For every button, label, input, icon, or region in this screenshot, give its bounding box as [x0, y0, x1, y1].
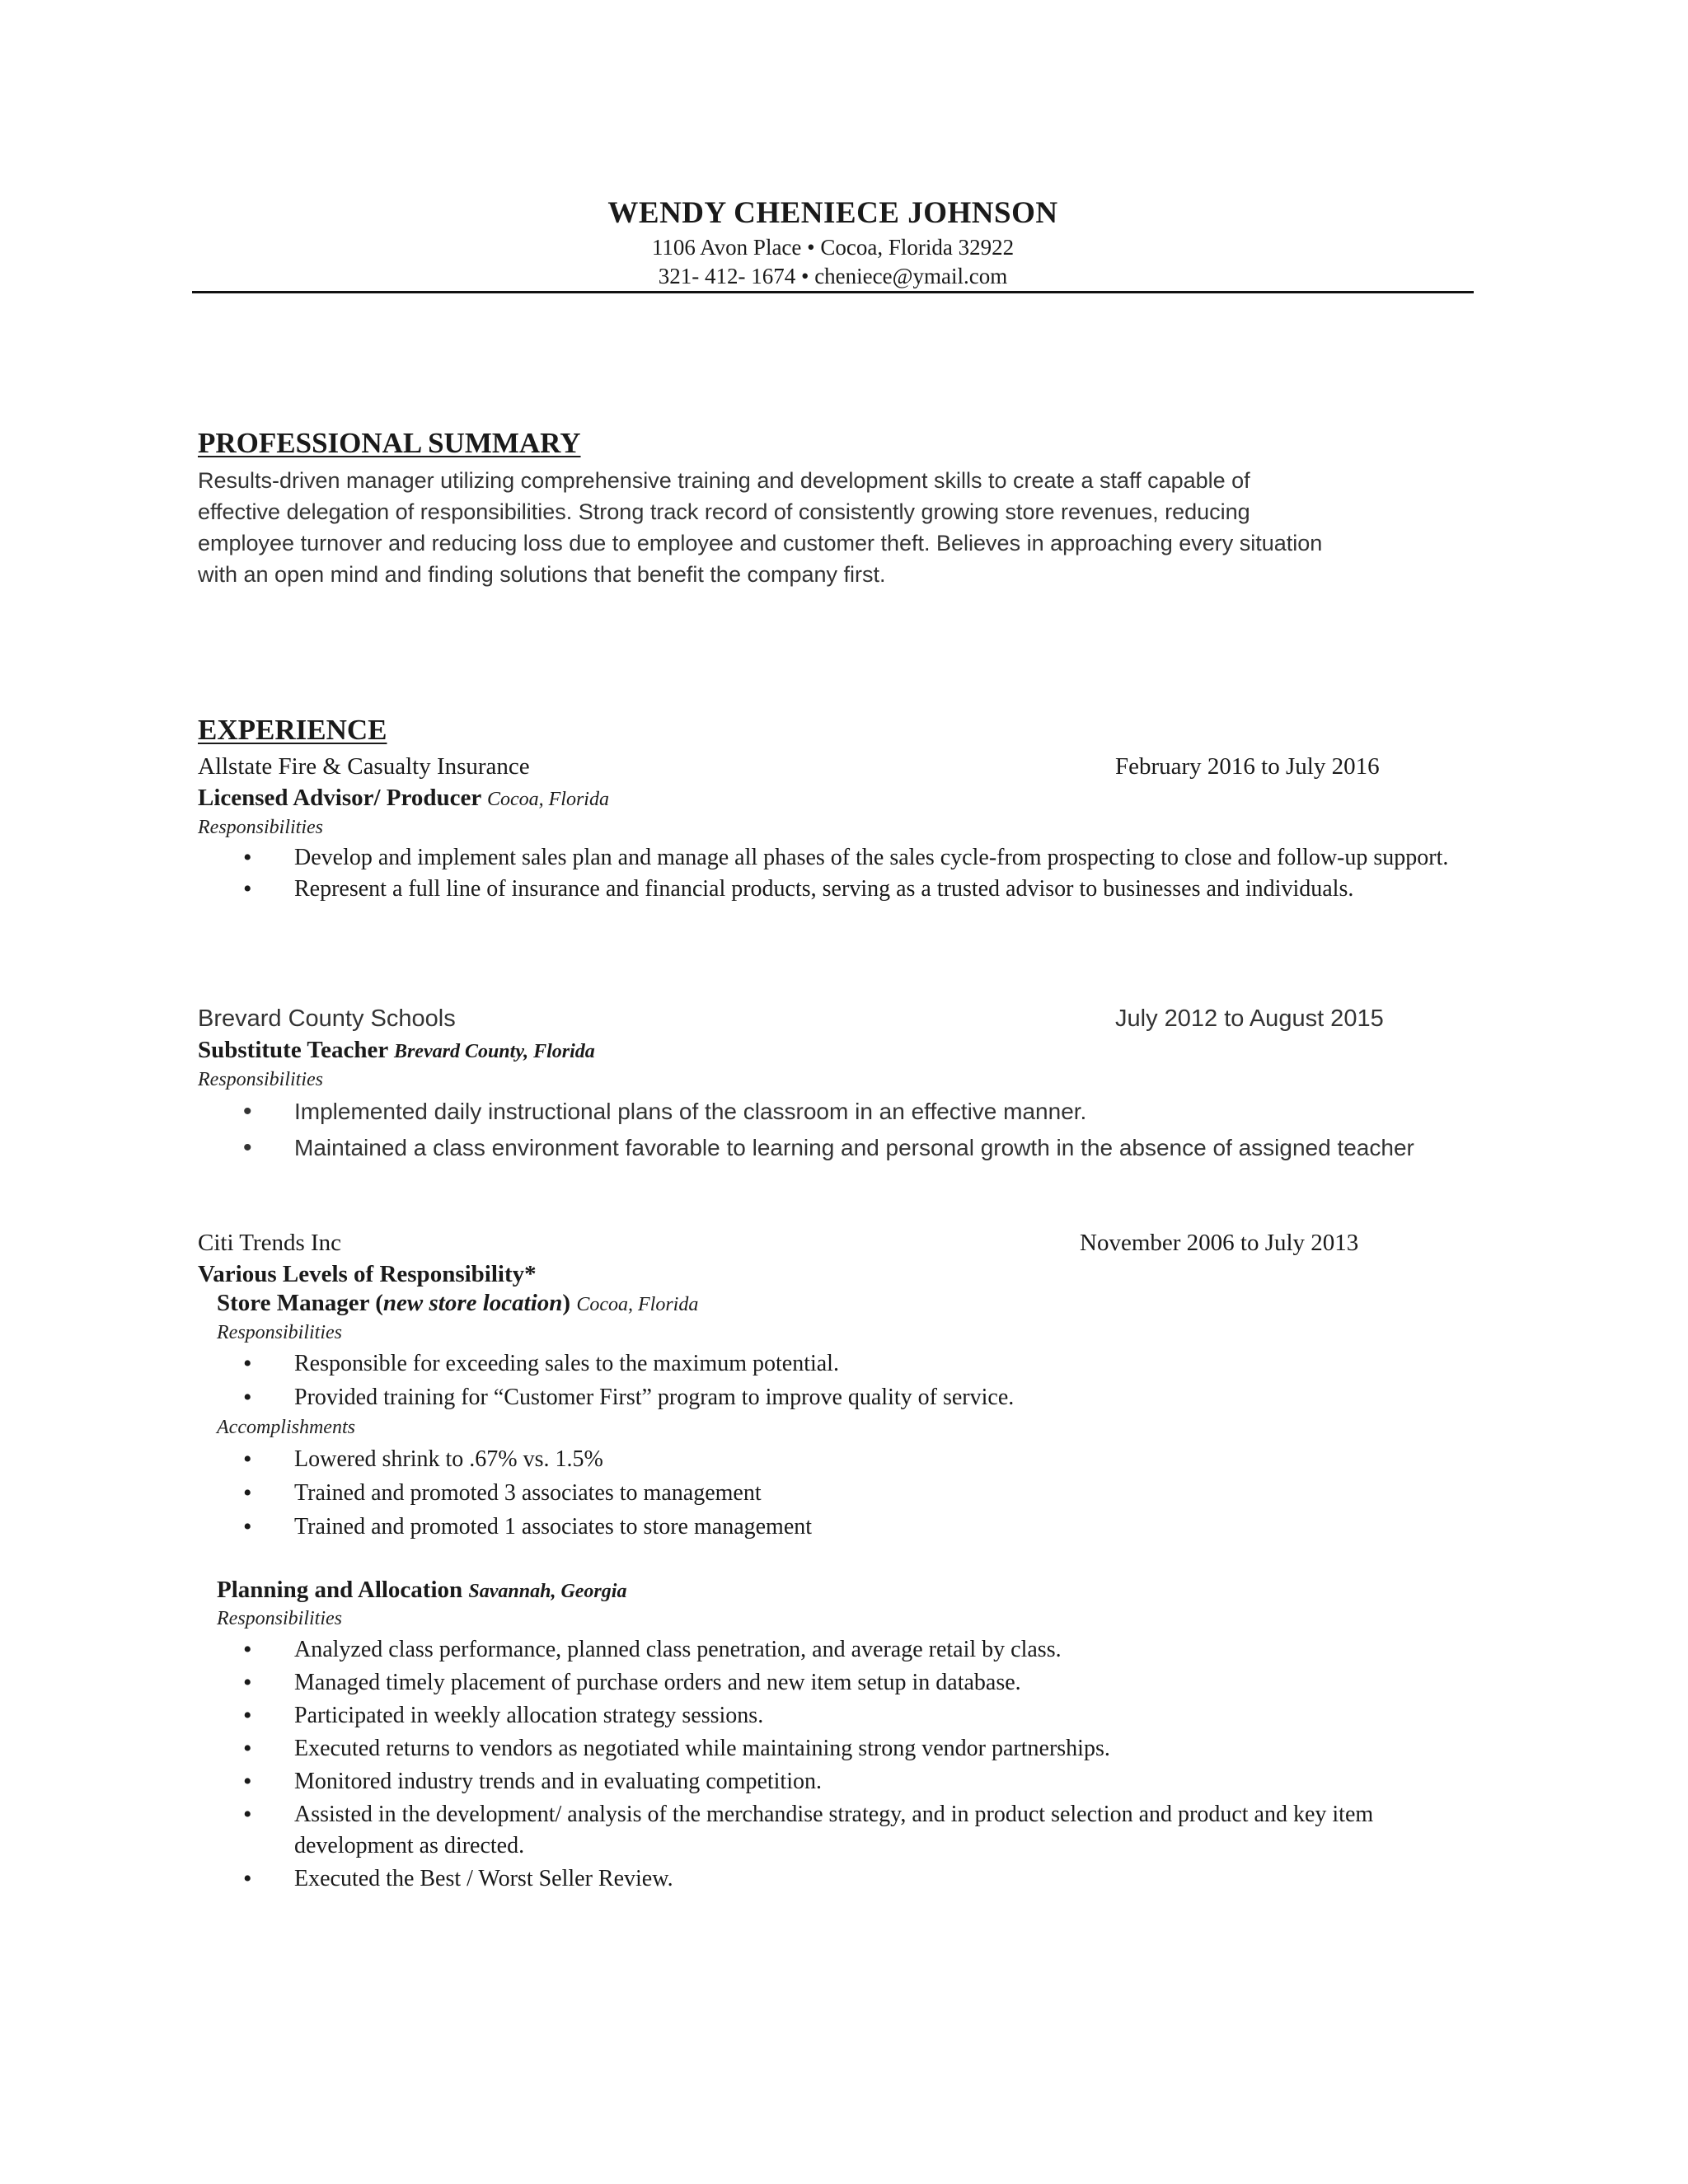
store-manager-role: Store Manager	[217, 1290, 369, 1316]
store-manager-resp-list	[243, 1348, 1496, 1413]
planning-location: Savannah, Georgia	[468, 1581, 627, 1602]
allstate-role-line	[198, 782, 609, 815]
summary-section-title: PROFESSIONAL SUMMARY	[198, 427, 581, 459]
planning-role-line	[217, 1574, 626, 1607]
brevard-responsibilities-label: Responsibilities	[198, 1069, 323, 1090]
store-manager-location: Cocoa, Florida	[576, 1294, 699, 1315]
list-item: • Participated in weekly allocation strategy sessions.	[243, 1700, 1496, 1732]
list-item: • Maintained a class environment favorable to learning and personal growth in the absence of assigned teacher	[243, 1132, 1496, 1164]
summary-line: employee turnover and reducing loss due to employee and customer theft. Believes in approaching every situation	[198, 531, 1323, 555]
brevard-role-line	[198, 1034, 595, 1067]
brevard-bullet-list	[243, 1096, 1496, 1164]
planning-bullet-list	[243, 1634, 1496, 1895]
store-manager-role-line: Store Manager (new store location) Cocoa, Florida	[217, 1290, 699, 1316]
list-item: • Provided training for “Customer First” program to improve quality of service.	[243, 1382, 1496, 1413]
address-line: 1106 Avon Place • Cocoa, Florida 32922	[651, 235, 1015, 260]
allstate-responsibilities-label: Responsibilities	[198, 817, 323, 838]
cititrends-dates: November 2006 to July 2013	[1080, 1230, 1359, 1256]
allstate-role: Licensed Advisor/ Producer	[198, 785, 481, 811]
list-item: • Assisted in the development/ analysis of the merchandise strategy, and in product selection and product and key item development as directed.	[243, 1799, 1496, 1862]
brevard-role: Substitute Teacher	[198, 1037, 388, 1063]
planning-role: Planning and Allocation	[217, 1577, 463, 1603]
cititrends-heading: Various Levels of Responsibility*	[198, 1261, 537, 1287]
list-item: • Managed timely placement of purchase orders and new item setup in database.	[243, 1667, 1496, 1699]
store-manager-accomplishments-label: Accomplishments	[217, 1417, 355, 1438]
allstate-company: Allstate Fire & Casualty Insurance	[198, 753, 530, 780]
phone-email-line: 321- 412- 1674 • cheniece@ymail.com	[658, 264, 1008, 288]
summary-paragraph	[198, 465, 1484, 590]
store-manager-responsibilities-label: Responsibilities	[217, 1322, 342, 1343]
store-manager-acc-list	[243, 1444, 1496, 1543]
planning-responsibilities-label: Responsibilities	[217, 1608, 342, 1629]
list-item: • Monitored industry trends and in evaluating competition.	[243, 1766, 1496, 1797]
list-item: • Trained and promoted 1 associates to store management	[243, 1511, 1496, 1543]
list-item: • Develop and implement sales plan and manage all phases of the sales cycle-from prospecting to close and follow-up support.	[243, 842, 1496, 874]
list-item: • Implemented daily instructional plans of the classroom in an effective manner.	[243, 1096, 1496, 1127]
allstate-location: Cocoa, Florida	[486, 789, 609, 810]
list-item: • Responsible for exceeding sales to the maximum potential.	[243, 1348, 1496, 1380]
list-item: • Executed returns to vendors as negotiated while maintaining strong vendor partnerships.	[243, 1733, 1496, 1765]
allstate-bullet-list	[243, 842, 1496, 905]
summary-line: effective delegation of responsibilities. Strong track record of consistently growing store revenues, reducing	[198, 499, 1250, 524]
list-item: • Lowered shrink to .67% vs. 1.5%	[243, 1444, 1496, 1475]
candidate-name: WENDY CHENIECE JOHNSON	[607, 196, 1058, 230]
summary-line: Results-driven manager utilizing comprehensive training and development skills to create a staff capable of	[198, 468, 1250, 493]
allstate-dates: February 2016 to July 2016	[1115, 753, 1380, 780]
list-item: • Trained and promoted 3 associates to management	[243, 1478, 1496, 1509]
summary-line: with an open mind and finding solutions that benefit the company first.	[198, 562, 886, 587]
brevard-company: Brevard County Schools	[198, 1005, 456, 1032]
resume-header	[192, 194, 1474, 291]
list-item: • Analyzed class performance, planned class penetration, and average retail by class.	[243, 1634, 1496, 1666]
list-item: • Executed the Best / Worst Seller Review.	[243, 1863, 1496, 1895]
store-manager-role-note: new store location	[382, 1290, 563, 1316]
brevard-dates: July 2012 to August 2015	[1115, 1005, 1384, 1032]
brevard-location: Brevard County, Florida	[393, 1041, 595, 1062]
experience-section-title: EXPERIENCE	[198, 714, 387, 746]
list-item: • Represent a full line of insurance and financial products, serving as a trusted advisor to businesses and individuals.	[243, 874, 1496, 905]
header-divider	[192, 291, 1474, 293]
cititrends-company: Citi Trends Inc	[198, 1230, 342, 1256]
